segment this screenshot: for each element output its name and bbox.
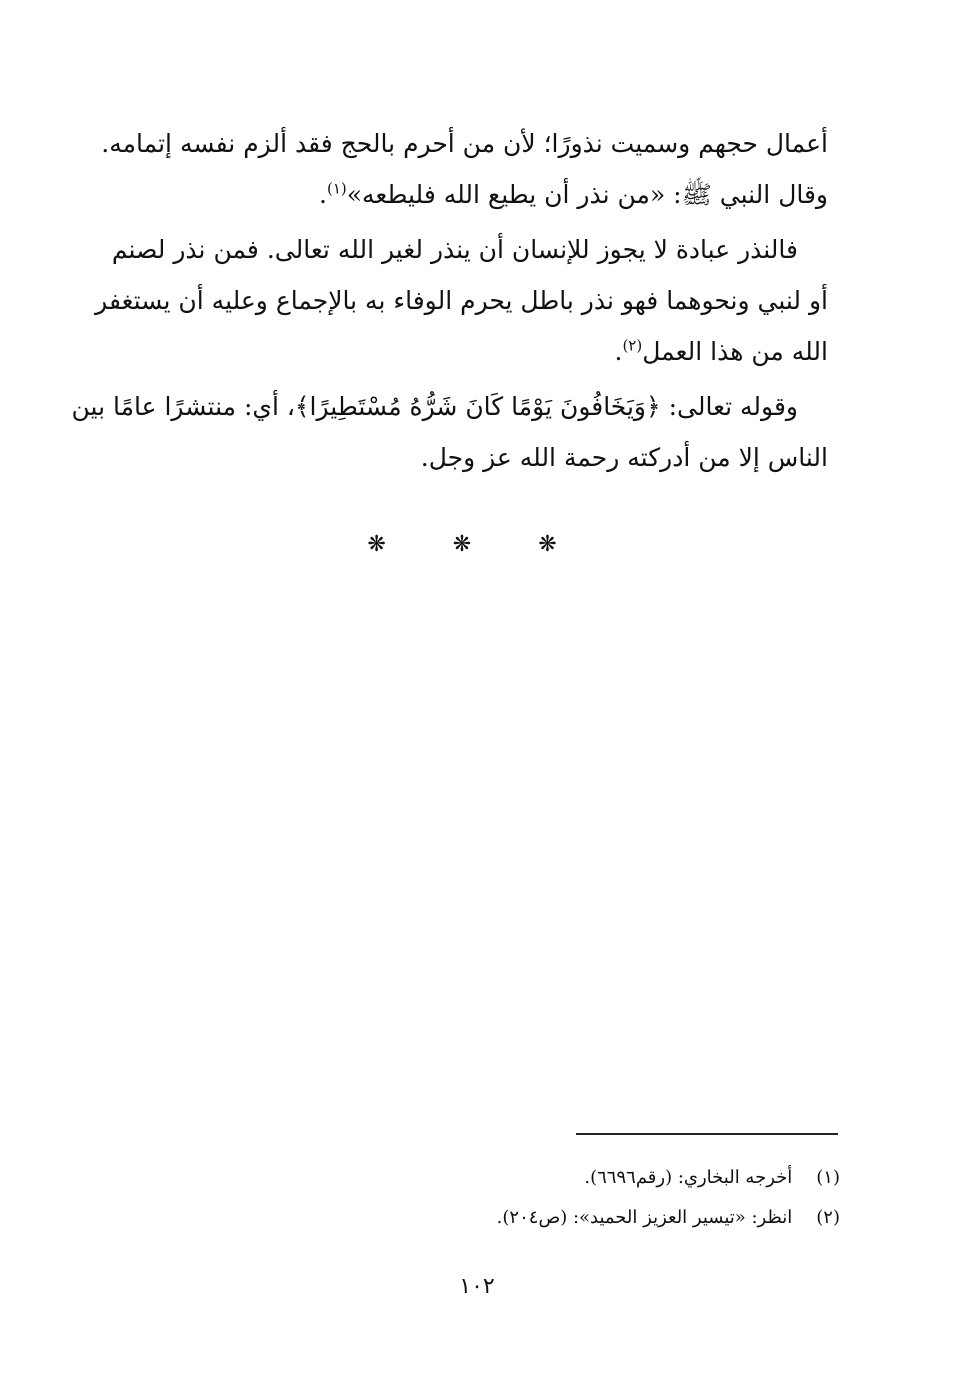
footnote-reference[interactable]: (٢) — [622, 336, 643, 355]
text-line: فالنذر عبادة لا يجوز للإنسان أن ينذر لغير الله تعالى. فمن نذر لصنم — [111, 235, 798, 264]
main-text — [71, 118, 828, 483]
footnote-item — [200, 1198, 840, 1238]
text-line — [128, 169, 828, 220]
paragraph-2 — [95, 224, 828, 377]
footnote-text: انظر: «تيسير العزيز الحميد»: (ص٢٠٤). — [496, 1207, 793, 1228]
sentence-end: . — [319, 180, 327, 209]
page-number: ١٠٢ — [459, 1274, 495, 1299]
footnote-text: أخرجه البخاري: (رقم٦٦٩٦). — [584, 1167, 793, 1188]
text-line-body: الله من هذا العمل — [642, 337, 828, 366]
text-line-body: وقال النبي ﷺ: «من نذر أن يطيع الله فليطعه» — [346, 180, 828, 209]
text-line: أو لنبي ونحوهما فهو نذر باطل يحرم الوفاء به بالإجماع وعليه أن يستغفر — [95, 286, 828, 315]
sentence-end: . — [614, 337, 623, 366]
text-line: وقوله تعالى: ﴿وَيَخَافُونَ يَوْمًا كَانَ شَرُّهُ مُسْتَطِيرًا﴾، أي: منتشرًا عامًا بين — [71, 392, 798, 421]
text-line — [128, 326, 828, 377]
footnote-item — [200, 1158, 840, 1198]
footnote-reference[interactable]: (١) — [326, 179, 347, 198]
paragraph-3 — [71, 381, 828, 483]
paragraph-1 — [101, 118, 828, 220]
footnotes — [200, 1158, 840, 1238]
section-divider-ornament: ❋ ❋ ❋ — [367, 532, 587, 557]
text-line: أعمال حجهم وسميت نذورًا؛ لأن من أحرم بالحج فقد ألزم نفسه إتمامه. — [101, 129, 828, 158]
footnote-number: (١) — [816, 1167, 840, 1188]
footnote-separator — [576, 1133, 838, 1135]
text-line: الناس إلا من أدركته رحمة الله عز وجل. — [420, 443, 828, 472]
footnote-number: (٢) — [816, 1207, 840, 1228]
